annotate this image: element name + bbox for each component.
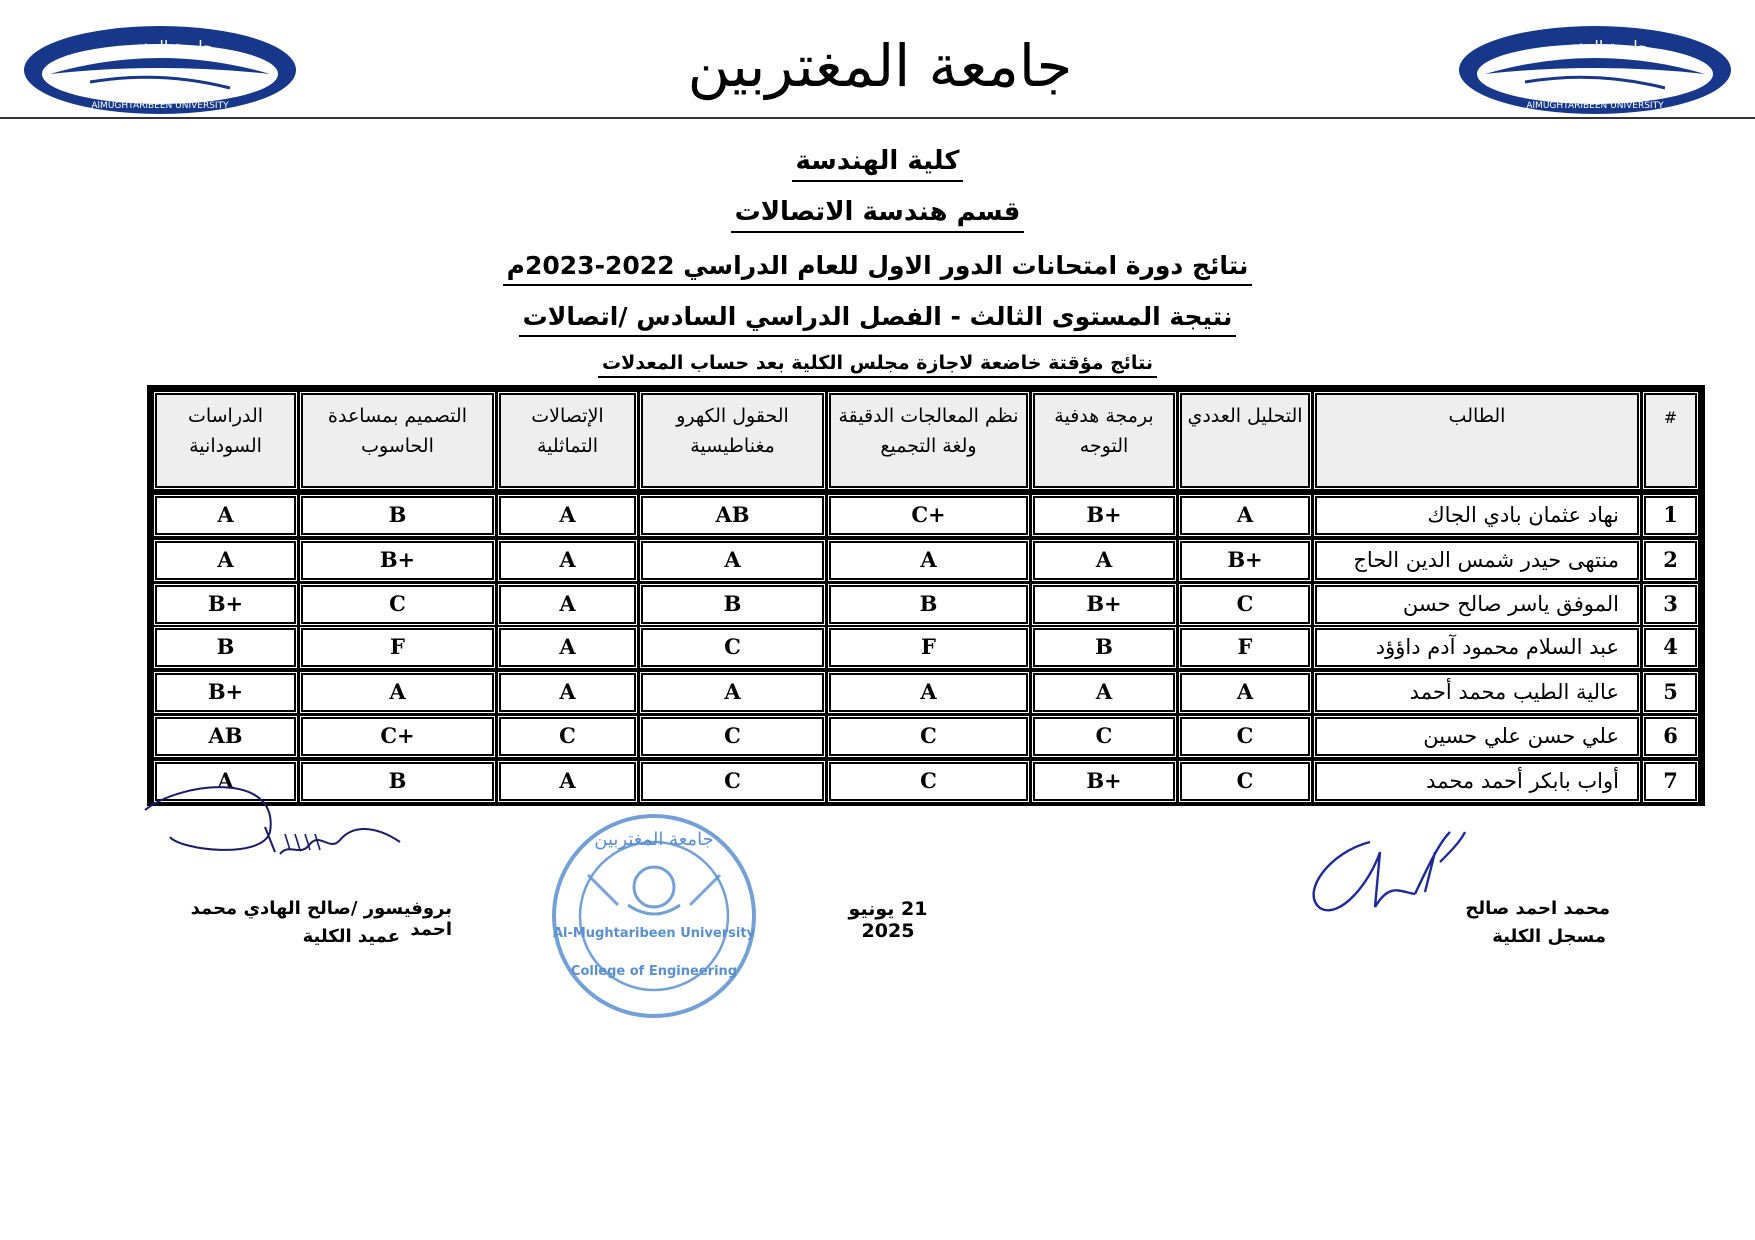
dean-title: عميد الكلية xyxy=(302,926,400,947)
column-header-num: # xyxy=(1644,393,1697,488)
row-number: 5 xyxy=(1644,673,1697,712)
grade-cell: A xyxy=(301,673,494,712)
grade-cell: B xyxy=(1033,628,1175,667)
grade-cell: F xyxy=(301,628,494,667)
grade-cell: B+ xyxy=(155,673,296,712)
stamp-text-arabic: جامعة المغتربين xyxy=(594,829,714,850)
grade-cell: A xyxy=(1033,541,1175,580)
header-divider xyxy=(0,117,1755,119)
grade-cell: C xyxy=(829,717,1028,756)
dean-signature xyxy=(140,772,420,872)
grade-cell: B xyxy=(155,628,296,667)
grade-cell: C xyxy=(1180,762,1310,801)
exam-session-title: نتائج دورة امتحانات الدور الاول للعام الدراسي 2022-2023م xyxy=(0,251,1755,286)
grade-cell: A xyxy=(155,541,296,580)
grade-cell: C xyxy=(301,585,494,624)
logo-text-arabic: جامعة المغتربين xyxy=(1541,37,1649,56)
student-name: أواب بابكر أحمد محمد xyxy=(1315,762,1639,801)
registrar-signature xyxy=(1300,822,1470,922)
grade-cell: C xyxy=(1180,717,1310,756)
grade-cell: AB xyxy=(155,717,296,756)
university-logo-right xyxy=(1455,22,1735,118)
dean-name: بروفيسور /صالح الهادي محمد احمد xyxy=(190,898,452,940)
student-name: منتهى حيدر شمس الدين الحاج xyxy=(1315,541,1639,580)
university-logo-left xyxy=(20,22,300,118)
grade-cell: A xyxy=(1180,496,1310,535)
grade-cell: B+ xyxy=(1180,541,1310,580)
student-name: الموفق ياسر صالح حسن xyxy=(1315,585,1639,624)
grade-cell: A xyxy=(499,496,636,535)
grade-cell: B+ xyxy=(1033,762,1175,801)
grade-cell: C xyxy=(1180,585,1310,624)
grade-cell: A xyxy=(1180,673,1310,712)
department-title: قسم هندسة الاتصالات xyxy=(0,197,1755,233)
grade-cell: A xyxy=(1033,673,1175,712)
student-name: عبد السلام محمود آدم داؤؤد xyxy=(1315,628,1639,667)
row-number: 6 xyxy=(1644,717,1697,756)
logo-text-arabic: جامعة المغتربين xyxy=(106,37,214,56)
grade-cell: A xyxy=(499,585,636,624)
faculty-title: كلية الهندسة xyxy=(0,146,1755,182)
column-header-c4: الحقول الكهرو مغناطيسية xyxy=(641,393,824,488)
row-number: 3 xyxy=(1644,585,1697,624)
grade-cell: A xyxy=(499,628,636,667)
college-stamp xyxy=(548,805,760,1027)
grade-cell: F xyxy=(1180,628,1310,667)
grade-cell: B+ xyxy=(1033,585,1175,624)
grade-cell: AB xyxy=(641,496,824,535)
grade-cell: C xyxy=(499,717,636,756)
grade-cell: C+ xyxy=(301,717,494,756)
column-header-c6: التصميم بمساعدة الحاسوب xyxy=(301,393,494,488)
grade-cell: B+ xyxy=(1033,496,1175,535)
stamp-text-college: College of Engineering xyxy=(570,964,738,979)
results-table xyxy=(147,385,1705,806)
grade-cell: C xyxy=(641,762,824,801)
registrar-title: مسجل الكلية xyxy=(1492,926,1606,947)
grade-cell: B+ xyxy=(155,585,296,624)
grade-cell: A xyxy=(829,673,1028,712)
grade-cell: B xyxy=(301,496,494,535)
stamp-text-university: Al-Mughtaribeen University xyxy=(552,926,756,941)
grade-cell: F xyxy=(829,628,1028,667)
row-number: 1 xyxy=(1644,496,1697,535)
row-number: 4 xyxy=(1644,628,1697,667)
student-name: علي حسن علي حسين xyxy=(1315,717,1639,756)
grade-cell: A xyxy=(155,762,296,801)
registrar-name: محمد احمد صالح xyxy=(1465,898,1610,919)
column-header-c7: الدراسات السودانية xyxy=(155,393,296,488)
row-number: 2 xyxy=(1644,541,1697,580)
level-title: نتيجة المستوى الثالث - الفصل الدراسي السادس /اتصالات xyxy=(0,302,1755,337)
university-name: جامعة المغتربين xyxy=(687,32,1073,100)
grade-cell: B xyxy=(301,762,494,801)
grade-cell: B+ xyxy=(301,541,494,580)
grade-cell: A xyxy=(499,762,636,801)
logo-text-english: AlMUGHTARIBEEN UNIVERSITY xyxy=(1526,101,1664,111)
column-header-c5: الإتصالات التماثلية xyxy=(499,393,636,488)
grade-cell: C xyxy=(1033,717,1175,756)
grade-cell: A xyxy=(641,673,824,712)
logo-text-english: AlMUGHTARIBEEN UNIVERSITY xyxy=(91,101,229,111)
provisional-note: نتائج مؤقتة خاضعة لاجازة مجلس الكلية بعد حساب المعدلات xyxy=(0,352,1755,378)
grade-cell: A xyxy=(499,541,636,580)
grade-cell: B xyxy=(641,585,824,624)
grade-cell: C xyxy=(641,717,824,756)
column-header-c3: نظم المعالجات الدقيقة ولغة التجميع xyxy=(829,393,1028,488)
grade-cell: C xyxy=(641,628,824,667)
grade-cell: A xyxy=(641,541,824,580)
grade-cell: B xyxy=(829,585,1028,624)
grade-cell: C+ xyxy=(829,496,1028,535)
column-header-student: الطالب xyxy=(1315,393,1639,488)
issue-date: 21 يونيو 2025 xyxy=(848,898,928,942)
student-name: عالية الطيب محمد أحمد xyxy=(1315,673,1639,712)
grade-cell: A xyxy=(499,673,636,712)
grade-cell: C xyxy=(829,762,1028,801)
column-header-c2: برمجة هدفية التوجه xyxy=(1033,393,1175,488)
grade-cell: A xyxy=(155,496,296,535)
grade-cell: A xyxy=(829,541,1028,580)
row-number: 7 xyxy=(1644,762,1697,801)
student-name: نهاد عثمان بادي الجاك xyxy=(1315,496,1639,535)
column-header-c1: التحليل العددي xyxy=(1180,393,1310,488)
